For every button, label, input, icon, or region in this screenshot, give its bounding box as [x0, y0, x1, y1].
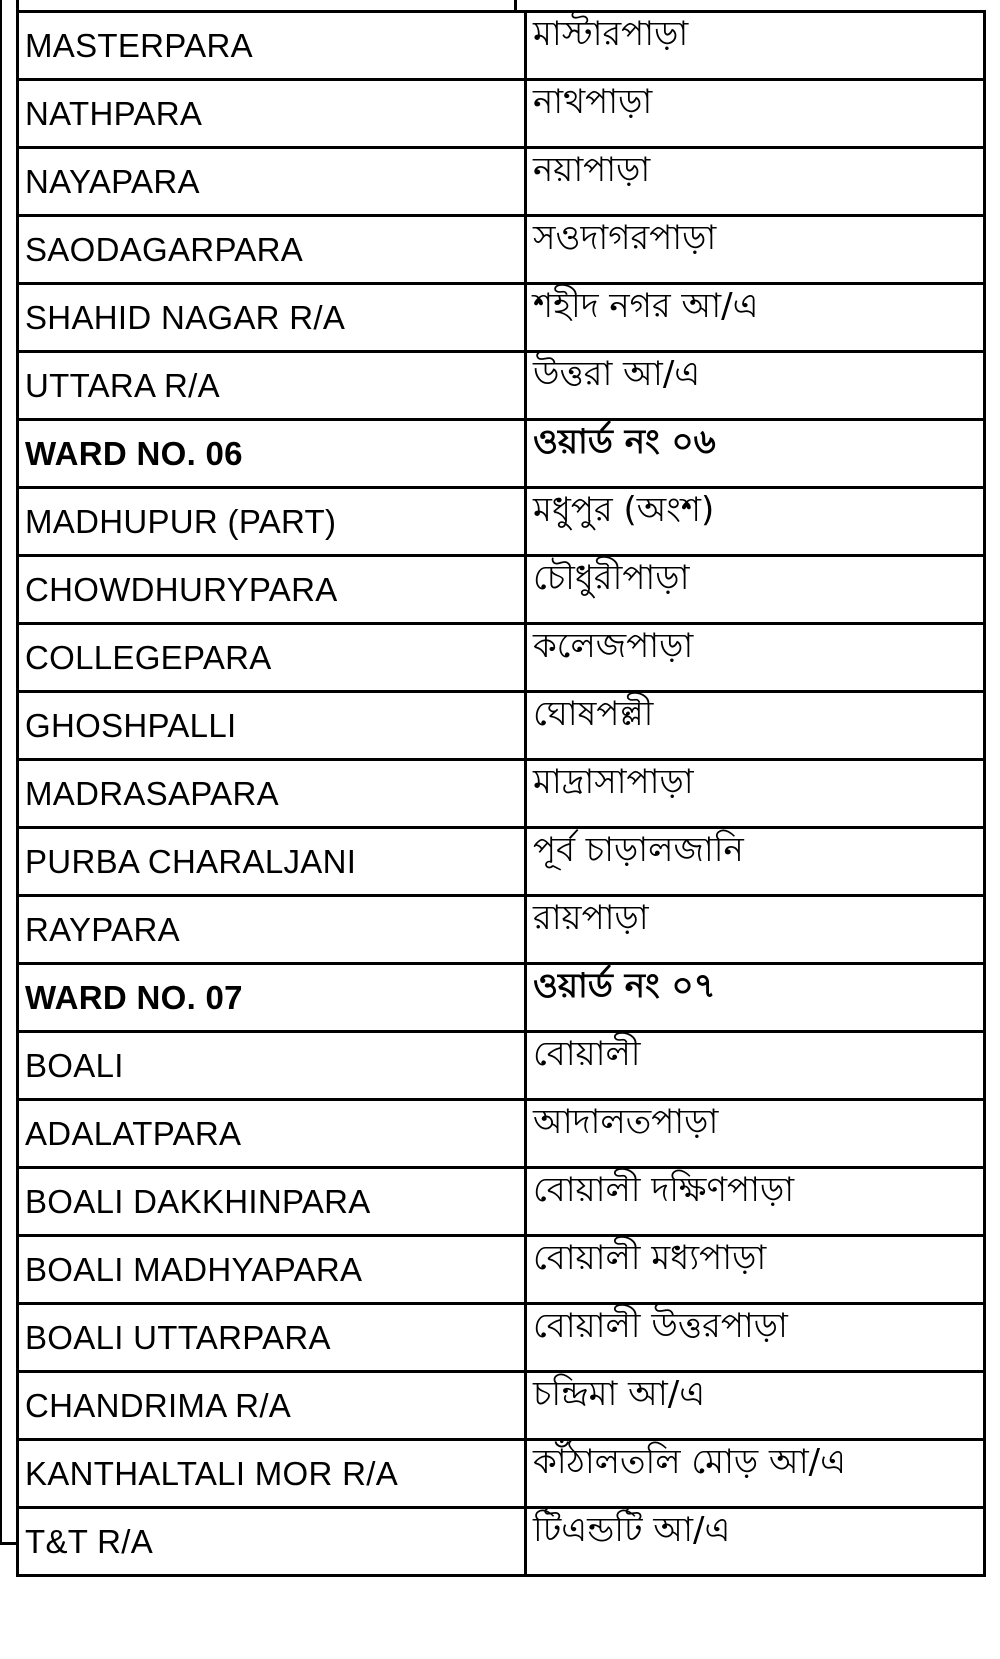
table-row: [18, 352, 985, 420]
table-row: [18, 12, 985, 80]
bottom-border-line: [0, 1542, 16, 1545]
area-name-english: NATHPARA: [18, 80, 526, 148]
table-row: [18, 828, 985, 896]
area-name-english: SHAHID NAGAR R/A: [18, 284, 526, 352]
area-name-english: ADALATPARA: [18, 1100, 526, 1168]
table-row: [18, 556, 985, 624]
column-divider-stub: [514, 0, 517, 10]
table-row: [18, 80, 985, 148]
area-name-english: COLLEGEPARA: [18, 624, 526, 692]
area-name-english: BOALI UTTARPARA: [18, 1304, 526, 1372]
area-name-english: CHANDRIMA R/A: [18, 1372, 526, 1440]
area-name-english: BOALI MADHYAPARA: [18, 1236, 526, 1304]
table-row: [18, 148, 985, 216]
area-name-bangla: বোয়ালী মধ্যপাড়া: [526, 1236, 985, 1304]
ward-number-bangla: ওয়ার্ড নং ০৬: [526, 420, 985, 488]
ward-table-body: [18, 12, 985, 1576]
area-name-english: RAYPARA: [18, 896, 526, 964]
ward-number-english: WARD NO. 06: [18, 420, 526, 488]
area-name-bangla: নয়াপাড়া: [526, 148, 985, 216]
ward-number-bangla: ওয়ার্ড নং ০৭: [526, 964, 985, 1032]
area-name-english: BOALI: [18, 1032, 526, 1100]
ward-header-row: [18, 420, 985, 488]
area-name-english: PURBA CHARALJANI: [18, 828, 526, 896]
table-row: [18, 624, 985, 692]
table-row: [18, 1168, 985, 1236]
area-name-bangla: বোয়ালী: [526, 1032, 985, 1100]
ward-area-table: [16, 10, 986, 1577]
area-name-bangla: কলেজপাড়া: [526, 624, 985, 692]
area-name-english: MASTERPARA: [18, 12, 526, 80]
table-row: [18, 1304, 985, 1372]
area-name-bangla: রায়পাড়া: [526, 896, 985, 964]
area-name-bangla: চৌধুরীপাড়া: [526, 556, 985, 624]
area-name-english: GHOSHPALLI: [18, 692, 526, 760]
area-name-bangla: ঘোষপল্লী: [526, 692, 985, 760]
table-row: [18, 896, 985, 964]
table-row: [18, 1100, 985, 1168]
area-name-english: MADHUPUR (PART): [18, 488, 526, 556]
area-name-english: NAYAPARA: [18, 148, 526, 216]
table-row: [18, 1440, 985, 1508]
table-row: [18, 216, 985, 284]
area-name-english: BOALI DAKKHINPARA: [18, 1168, 526, 1236]
left-border-line: [0, 0, 2, 1545]
area-name-english: MADRASAPARA: [18, 760, 526, 828]
table-row: [18, 692, 985, 760]
area-name-bangla: নাথপাড়া: [526, 80, 985, 148]
table-top-edge: [16, 0, 986, 10]
area-name-bangla: বোয়ালী দক্ষিণপাড়া: [526, 1168, 985, 1236]
area-name-bangla: মধুপুর (অংশ): [526, 488, 985, 556]
table-row: [18, 284, 985, 352]
area-name-bangla: কাঁঠালতলি মোড় আ/এ: [526, 1440, 985, 1508]
area-name-english: SAODAGARPARA: [18, 216, 526, 284]
area-name-bangla: আদালতপাড়া: [526, 1100, 985, 1168]
table-row: [18, 1236, 985, 1304]
table-row: [18, 488, 985, 556]
table-row: [18, 760, 985, 828]
area-name-english: CHOWDHURYPARA: [18, 556, 526, 624]
ward-header-row: [18, 964, 985, 1032]
ward-number-english: WARD NO. 07: [18, 964, 526, 1032]
area-name-bangla: টিএন্ডটি আ/এ: [526, 1508, 985, 1576]
area-name-bangla: মাস্টারপাড়া: [526, 12, 985, 80]
table-row: [18, 1508, 985, 1576]
area-name-bangla: বোয়ালী উত্তরপাড়া: [526, 1304, 985, 1372]
area-name-bangla: সওদাগরপাড়া: [526, 216, 985, 284]
area-name-bangla: মাদ্রাসাপাড়া: [526, 760, 985, 828]
table-row: [18, 1372, 985, 1440]
area-name-english: KANTHALTALI MOR R/A: [18, 1440, 526, 1508]
area-name-english: UTTARA R/A: [18, 352, 526, 420]
table-row: [18, 1032, 985, 1100]
area-name-bangla: উত্তরা আ/এ: [526, 352, 985, 420]
area-name-bangla: চন্দ্রিমা আ/এ: [526, 1372, 985, 1440]
area-name-english: T&T R/A: [18, 1508, 526, 1576]
area-name-bangla: শহীদ নগর আ/এ: [526, 284, 985, 352]
area-name-bangla: পূর্ব চাড়ালজানি: [526, 828, 985, 896]
